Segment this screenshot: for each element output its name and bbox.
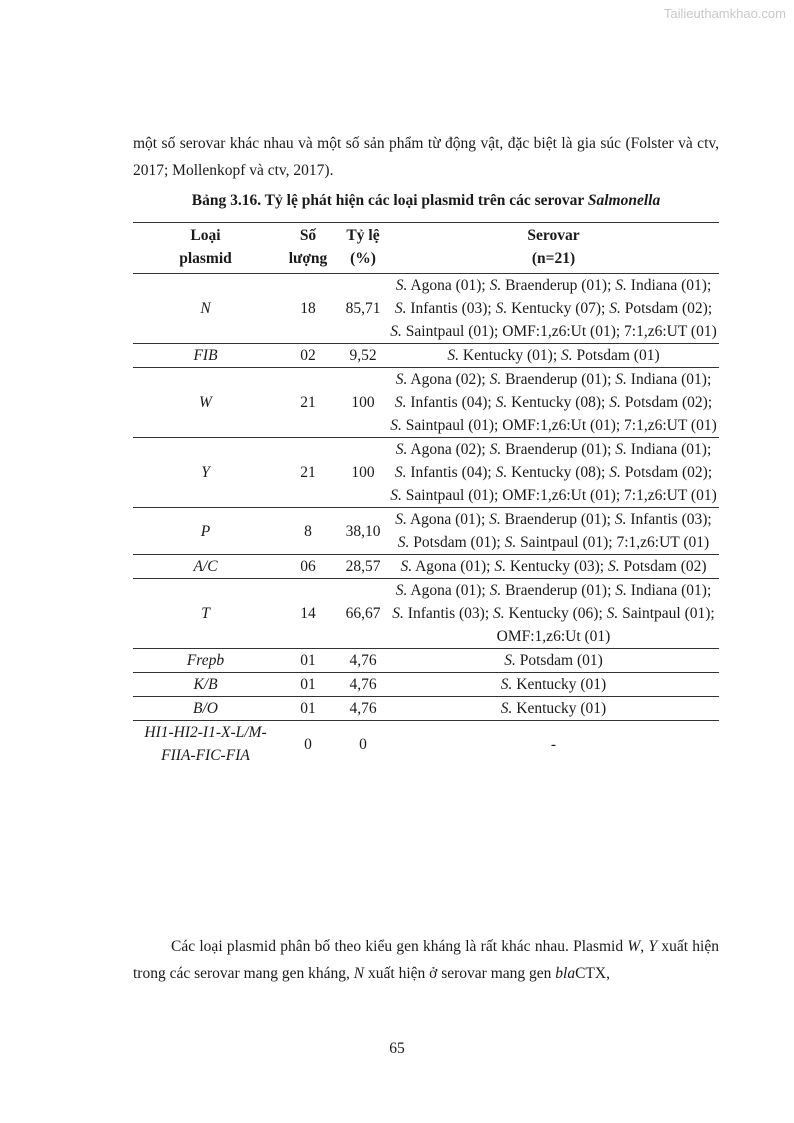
rate-cell: 4,76 — [349, 700, 377, 717]
header-rate: Tỷ lệ (%) — [346, 227, 380, 267]
table-row — [133, 368, 719, 438]
count-cell: 01 — [300, 700, 316, 717]
rate-cell: 100 — [351, 464, 375, 481]
count-cell: 01 — [300, 652, 316, 669]
plasmid-cell: K/B — [193, 676, 218, 693]
header-plasmid: Loại plasmid — [179, 227, 232, 267]
serovar-cell: S. Agona (02); S. Braenderup (01); S. Indiana (01); S. Infantis (04); S. Kentucky (08); S. Potsdam (02); S. Saintpaul (01); OMF:1,z6:Ut (01); 7:1,z6:UT (01) — [390, 371, 717, 434]
header-count: Số lượng — [288, 227, 328, 267]
count-cell: 06 — [300, 558, 316, 575]
plasmid-cell: B/O — [193, 700, 218, 717]
count-cell: 21 — [300, 464, 316, 481]
table-header-row — [133, 223, 719, 274]
rate-cell: 85,71 — [345, 300, 381, 317]
plasmid-cell: Y — [201, 464, 210, 481]
header-serovar: Serovar (n=21) — [527, 227, 580, 267]
plasmid-cell: A/C — [193, 558, 218, 575]
count-cell: 0 — [304, 735, 312, 753]
serovar-cell: - — [550, 735, 557, 753]
count-cell: 8 — [304, 522, 312, 540]
caption-prefix: Bảng 3.16. Tỷ lệ phát hiện các loại plasmid trên các serovar — [191, 192, 588, 209]
count-cell: 01 — [300, 676, 316, 693]
rate-cell: 4,76 — [349, 652, 377, 669]
serovar-cell: S. Kentucky (01) — [500, 700, 607, 717]
plasmid-table — [133, 222, 719, 767]
rate-cell: 100 — [351, 394, 375, 411]
serovar-cell: S. Agona (02); S. Braenderup (01); S. Indiana (01); S. Infantis (04); S. Kentucky (08); S. Potsdam (02); S. Saintpaul (01); OMF:1,z6:Ut (01); 7:1,z6:UT (01) — [390, 441, 717, 504]
serovar-cell: S. Agona (01); S. Kentucky (03); S. Potsdam (02) — [400, 558, 707, 575]
table-row — [133, 344, 719, 368]
rate-cell: 9,52 — [349, 347, 377, 364]
count-cell: 14 — [300, 605, 316, 622]
plasmid-cell: FIB — [193, 347, 218, 364]
table-row — [133, 508, 719, 555]
rate-cell: 66,67 — [345, 605, 381, 622]
count-cell: 18 — [300, 300, 316, 317]
count-cell: 21 — [300, 394, 316, 411]
plasmid-cell: Frepb — [186, 652, 225, 669]
serovar-cell: S. Agona (01); S. Braenderup (01); S. Infantis (03); S. Potsdam (01); S. Saintpaul (01); 7:1,z6:UT (01) — [395, 511, 712, 551]
table-body — [133, 274, 719, 768]
caption-italic: Salmonella — [587, 192, 661, 209]
table-row — [133, 697, 719, 721]
plasmid-cell: HI1-HI2-I1-X-L/M-FIIA-FIC-FIA — [144, 724, 267, 764]
table-row — [133, 673, 719, 697]
page-number: 65 — [389, 1040, 405, 1057]
serovar-cell: S. Agona (01); S. Braenderup (01); S. Indiana (01); S. Infantis (03); S. Kentucky (07); S. Potsdam (02); S. Saintpaul (01); OMF:1,z6:Ut (01); 7:1,z6:UT (01) — [390, 277, 717, 340]
rate-cell: 28,57 — [345, 558, 381, 575]
paragraph-top: một số serovar khác nhau và một số sản phẩm từ động vật, đặc biệt là gia súc (Folster và ctv, 2017; Mollenkopf và ctv, 2017). — [133, 135, 719, 179]
table-row — [133, 274, 719, 344]
table-row — [133, 438, 719, 508]
table-row — [133, 555, 719, 579]
plasmid-cell: W — [199, 394, 212, 411]
plasmid-cell: T — [201, 605, 210, 622]
rate-cell: 4,76 — [349, 676, 377, 693]
plasmid-cell: N — [200, 300, 211, 317]
table-row — [133, 721, 719, 768]
serovar-cell: S. Kentucky (01); S. Potsdam (01) — [447, 347, 660, 364]
paragraph-bottom: Các loại plasmid phân bố theo kiểu gen kháng là rất khác nhau. Plasmid W, Y xuất hiện trong các serovar mang gen kháng, N xuất hiện ở serovar mang gen blaCTX, — [133, 938, 719, 982]
count-cell: 02 — [300, 347, 316, 364]
rate-cell: 0 — [359, 735, 367, 753]
rate-cell: 38,10 — [345, 522, 381, 540]
watermark: Tailieuthamkhao.com — [663, 6, 786, 21]
table-row — [133, 649, 719, 673]
serovar-cell: S. Kentucky (01) — [500, 676, 607, 693]
serovar-cell: S. Agona (01); S. Braenderup (01); S. Indiana (01); S. Infantis (03); S. Kentucky (06); S. Saintpaul (01); OMF:1,z6:Ut (01) — [392, 582, 715, 645]
table-row — [133, 579, 719, 649]
table-caption — [133, 192, 719, 210]
serovar-cell: S. Potsdam (01) — [504, 652, 603, 669]
plasmid-cell: P — [200, 522, 211, 540]
